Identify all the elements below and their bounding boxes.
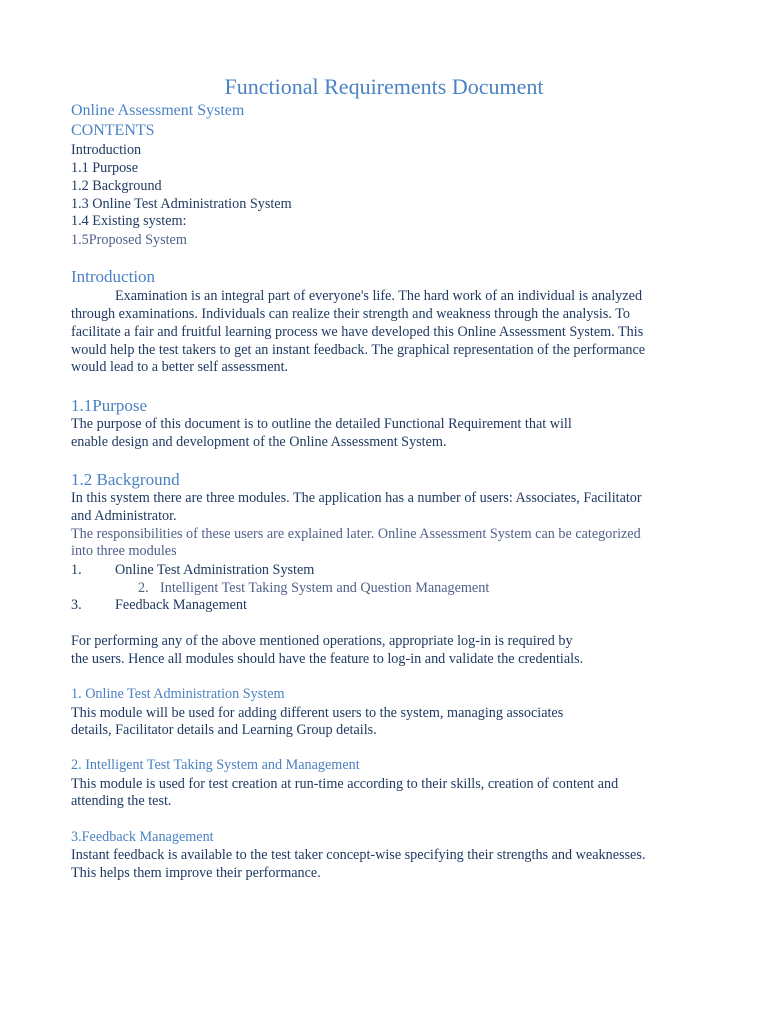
toc-item: Introduction (71, 142, 142, 158)
toc-item: 1.5Proposed System (71, 232, 187, 248)
intro-paragraph-line: through examinations. Individuals can realize their strength and weakness through the analysis. To (71, 306, 631, 322)
introduction-heading: Introduction (71, 267, 156, 286)
login-paragraph-line: For performing any of the above mentioned operations, appropriate log-in is required by (71, 633, 573, 649)
module-number: 3. (71, 597, 82, 613)
section-paragraph-line: attending the test. (71, 793, 172, 809)
contents-heading: CONTENTS (71, 122, 155, 139)
intro-paragraph-line: would lead to a better self assessment. (71, 359, 289, 375)
background-paragraph-line: The responsibilities of these users are explained later. Online Assessment System can be categorized (71, 526, 641, 542)
section-paragraph-line: Instant feedback is available to the test taker concept-wise specifying their strengths and weaknesses. (71, 847, 646, 863)
module-name: Feedback Management (115, 597, 247, 613)
section-heading-administration: 1. Online Test Administration System (71, 686, 285, 702)
background-heading: 1.2 Background (71, 470, 180, 489)
intro-paragraph-line: Examination is an integral part of everyone's life. The hard work of an individual is analyzed (115, 288, 643, 304)
section-heading-feedback: 3.Feedback Management (71, 829, 214, 845)
section-paragraph-line: details, Facilitator details and Learning Group details. (71, 722, 377, 738)
module-name: Online Test Administration System (115, 562, 315, 578)
login-paragraph-line: the users. Hence all modules should have the feature to log-in and validate the credentials. (71, 651, 584, 667)
intro-paragraph-line: would help the test takers to get an instant feedback. The graphical representation of the performance (71, 342, 646, 358)
background-paragraph-line: and Administrator. (71, 508, 177, 524)
document-title: Functional Requirements Document (224, 74, 544, 99)
purpose-paragraph-line: The purpose of this document is to outline the detailed Functional Requirement that will (71, 416, 572, 432)
toc-item: 1.2 Background (71, 178, 162, 194)
background-paragraph-line: In this system there are three modules. The application has a number of users: Associates, Facilitator (71, 490, 642, 506)
toc-item: 1.1 Purpose (71, 160, 138, 176)
purpose-paragraph-line: enable design and development of the Online Assessment System. (71, 434, 447, 450)
section-paragraph-line: This module will be used for adding different users to the system, managing associates (71, 705, 564, 721)
section-paragraph-line: This helps them improve their performance. (71, 865, 321, 881)
purpose-heading: 1.1Purpose (71, 396, 148, 415)
background-paragraph-line: into three modules (71, 543, 177, 559)
toc-item: 1.4 Existing system: (71, 213, 187, 229)
section-paragraph-line: This module is used for test creation at run-time according to their skills, creation of content and (71, 776, 619, 792)
module-number: 1. (71, 562, 82, 578)
module-number: 2. (138, 580, 149, 596)
toc-item: 1.3 Online Test Administration System (71, 196, 292, 212)
intro-paragraph-line: facilitate a fair and fruitful learning process we have developed this Online Assessment System. This (71, 324, 644, 340)
section-heading-test-taking: 2. Intelligent Test Taking System and Management (71, 757, 360, 773)
module-name: Intelligent Test Taking System and Question Management (160, 580, 490, 596)
document-subtitle: Online Assessment System (71, 102, 245, 119)
